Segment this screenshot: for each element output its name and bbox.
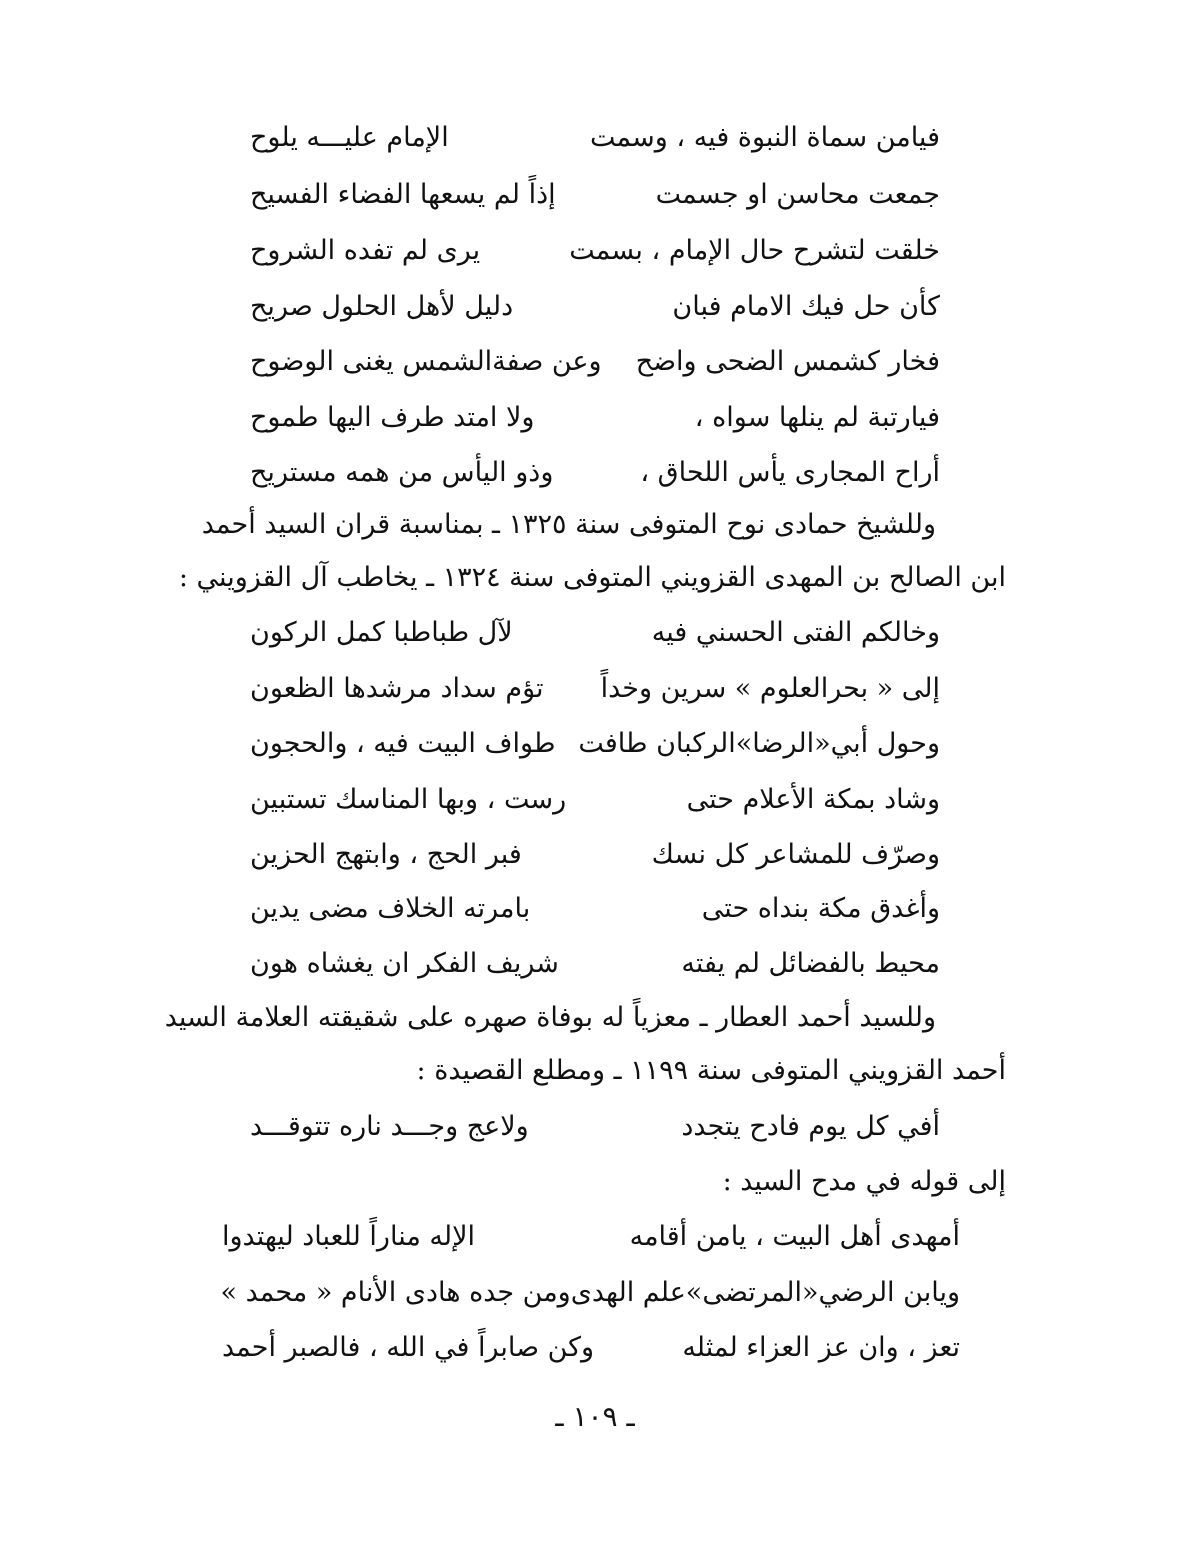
verse [250,669,940,709]
hemistich-first: فيامن سماة النبوة فيه ، وسمت [590,122,940,153]
hemistich-second: فبر الحج ، وابتهج الحزين [250,839,522,870]
hemistich-second: الإله مناراً للعباد ليهتدوا [222,1221,475,1252]
hemistich-second: وذو اليأس من همه مستريح [250,457,554,488]
hemistich-first: وخالكم الفتى الحسني فيه [651,617,940,648]
hemistich-first: وأغدق مكة بنداه حتى [701,893,940,924]
hemistich-first: جمعت محاسن او جسمت [655,179,940,210]
hemistich-first: إلى « بحرالعلوم » سرين وخداً [600,673,940,704]
hemistich-first: ويابن الرضي«المرتضى»علم الهدى [570,1277,960,1308]
prose-line: أحمد القزويني المتوفى سنة ١١٩٩ ـ ومطلع القصيدة : [416,1055,1006,1086]
verse [250,342,940,382]
hemistich-second: تؤم سداد مرشدها الظعون [250,673,544,704]
hemistich-second: يرى لم تفده الشروح [250,235,481,266]
verse [250,398,940,438]
hemistich-first: فيارتبة لم ينلها سواه ، [694,402,940,433]
hemistich-second: ولاعج وجـــد ناره تتوقـــد [250,1111,529,1142]
hemistich-second: طواف البيت فيه ، والحجون [250,728,556,759]
hemistich-first: أفي كل يوم فادح يتجدد [681,1111,940,1142]
hemistich-first: وشاد بمكة الأعلام حتى [686,784,940,815]
opening-verse [250,1107,940,1147]
verse [250,724,940,764]
verse [250,287,940,327]
verse [222,1217,960,1257]
hemistich-second: شريف الفكر ان يغشاه هون [250,948,559,979]
hemistich-first: كأن حل فيك الامام فبان [672,291,940,322]
hemistich-second: إذاً لم يسعها الفضاء الفسيح [250,179,556,210]
prose-line: وللشيخ حمادى نوح المتوفى سنة ١٣٢٥ ـ بمناسبة قران السيد أحمد [201,509,936,540]
hemistich-second: ولا امتد طرف اليها طموح [250,402,535,433]
hemistich-first: تعز ، وان عز العزاء لمثله [682,1332,960,1363]
hemistich-first: خلقت لتشرح حال الإمام ، بسمت [569,235,940,266]
hemistich-first: محيط بالفضائل لم يفته [681,948,940,979]
page-number: ـ ١٠٩ ـ [555,1400,635,1433]
hemistich-second: لآل طباطبا كمل الركون [250,617,513,648]
verse [250,889,940,929]
verse [250,175,940,215]
hemistich-second: رست ، وبها المناسك تستبين [250,784,567,815]
hemistich-first: فخار كشمس الضحى واضح [635,346,940,377]
hemistich-second: دليل لأهل الحلول صريح [250,291,514,322]
verse [222,1273,960,1313]
verse [250,231,940,271]
verse [250,835,940,875]
hemistich-first: وصرّف للمشاعر كل نسك [651,839,940,870]
hemistich-first: وحول أبي«الرضا»الركبان طافت [578,728,940,759]
verse [250,118,940,158]
verse [222,1328,960,1368]
hemistich-first: أراح المجارى يأس اللحاق ، [640,457,940,488]
verse [250,453,940,493]
verse [250,613,940,653]
hemistich-second: ومن جده هادى الأنام « محمد » [220,1277,571,1308]
hemistich-second: وعن صفةالشمس يغنى الوضوح [250,346,602,377]
verse [250,944,940,984]
hemistich-second: وكن صابراً في الله ، فالصبر أحمد [222,1332,595,1363]
verse [250,780,940,820]
prose-line: وللسيد أحمد العطار ـ معزياً له بوفاة صهره على شقيقته العلامة السيد [164,1002,936,1033]
hemistich-first: أمهدى أهل البيت ، يامن أقامه [629,1221,960,1252]
prose-line: إلى قوله في مدح السيد : [722,1166,1006,1197]
hemistich-second: بامرته الخلاف مضى يدين [250,893,531,924]
hemistich-second: الإمام عليـــه يلوح [250,122,449,153]
prose-line: ابن الصالح بن المهدى القزويني المتوفى سنة ١٣٢٤ ـ يخاطب آل القزويني : [178,562,1006,593]
